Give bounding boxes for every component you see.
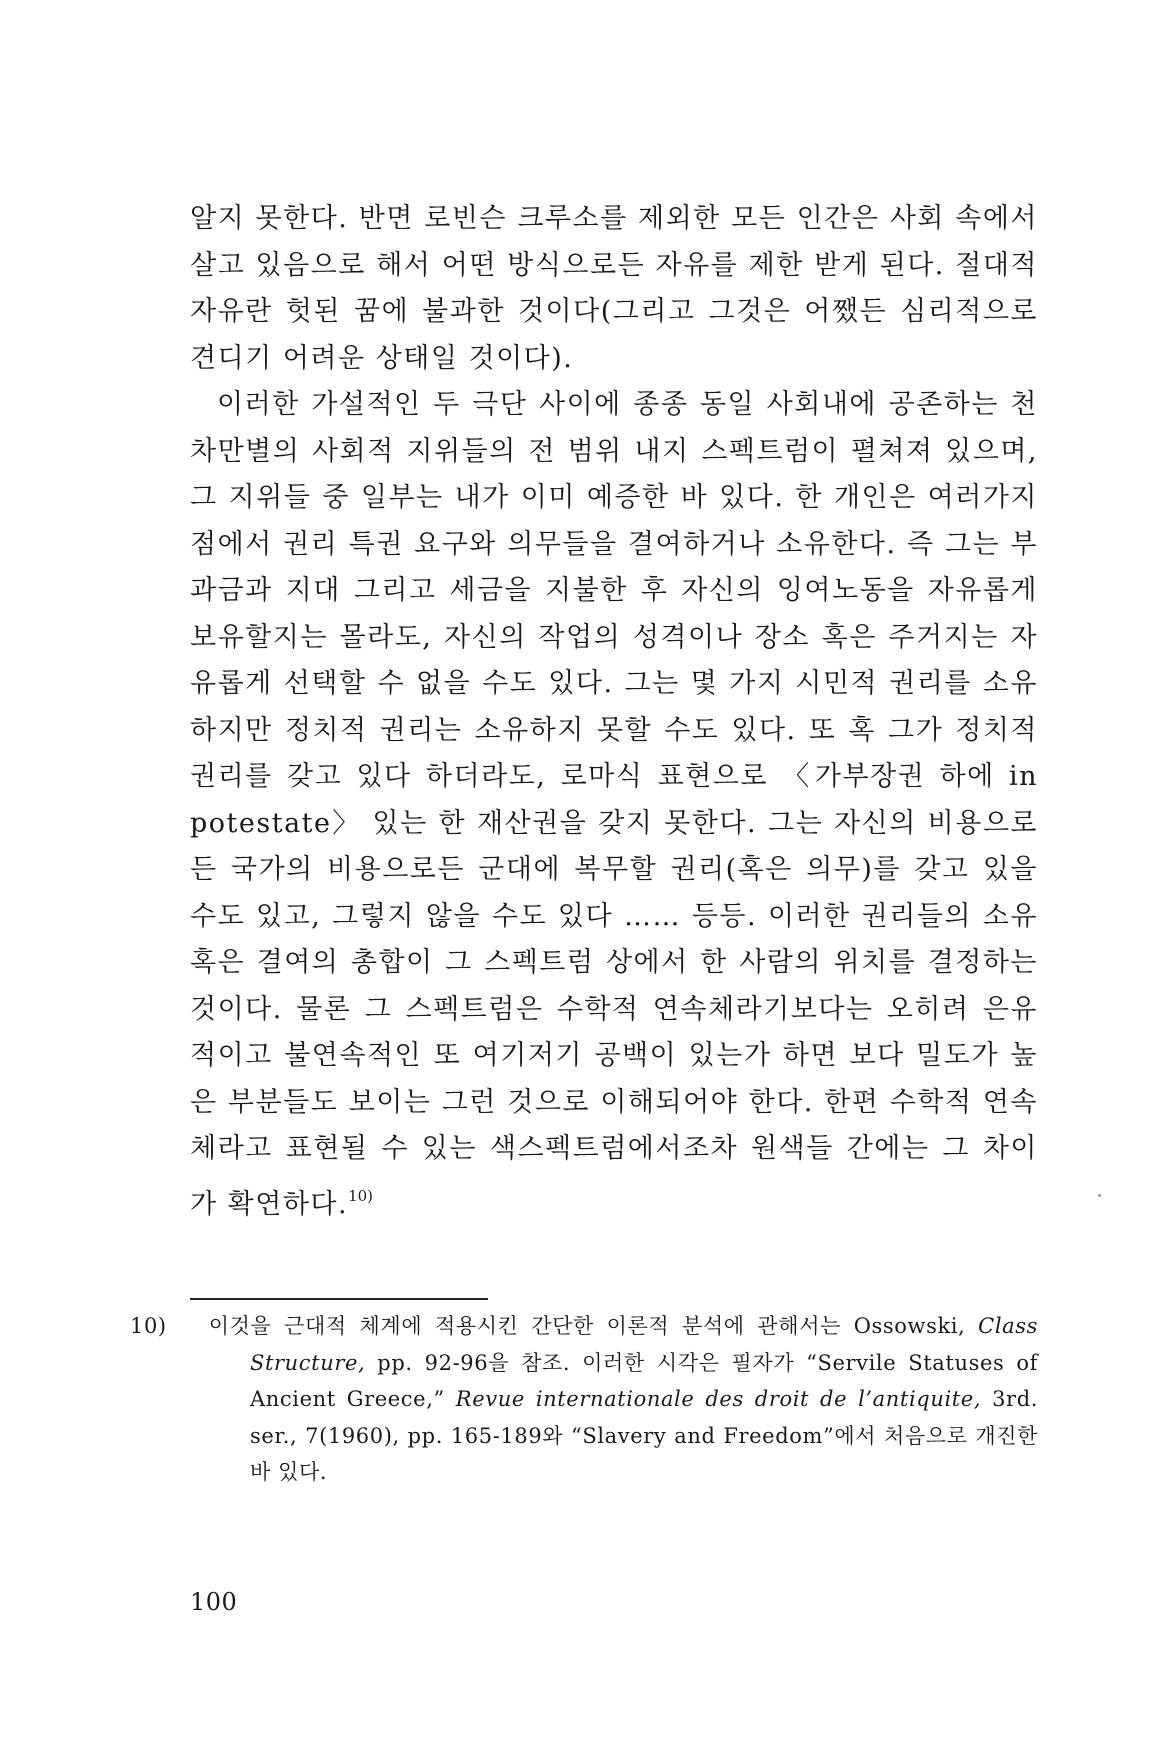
footnote-text-3: 3rd. ser., 7(1960), pp. 165-189와 “Slavery and Freedom”에서 처음으로 개진한 바 있다. [250,1387,1039,1484]
footnote-divider [190,1298,488,1300]
paragraph-continuation: 알지 못한다. 반면 로빈슨 크루소를 제외한 모든 인간은 사회 속에서 살고 있음으로 해서 어떤 방식으로든 자유를 제한 받게 된다. 절대적 자유란 헛된 꿈에 불과한 것이다(그리고 그것은 어쨌든 심리적으로 견디기 어려운 상태일 것이다). [190,203,1038,374]
footnote-title-2: Revue internationale des droit de l’antiquite, [455,1387,982,1411]
main-text [190,196,1038,1228]
footnote-text-1: 이것을 근대적 체계에 적용시킨 간단한 이론적 분석에 관해서는 Ossowski, [208,1314,966,1338]
footnote-reference: 10) [348,1186,374,1205]
footnote-title-1: Class Structure, [250,1314,1039,1375]
footnote [130,1308,1039,1491]
footnote-text-2: pp. 92-96을 참조. 이러한 시각은 필자가 “Servile Statuses of Ancient Greece,” [250,1350,1038,1411]
paragraph [190,382,1038,1228]
paragraph-text: 이러한 가설적인 두 극단 사이에 종종 동일 사회내에 공존하는 천차만별의 사회적 지위들의 전 범위 내지 스펙트럼이 펼쳐져 있으며, 그 지위들 중 일부는 내가 이미 예증한 바 있다. 한 개인은 여러가지 점에서 권리 특권 요구와 의무들을 결여하거나 소유한다. 즉 그는 부과금과 지대 그리고 세금을 지불한 후 자신의 잉여노동을 자유롭게 보유할지는 몰라도, 자신의 작업의 성격이나 장소 혹은 주거지는 자유롭게 선택할 수 없을 수도 있다. 그는 몇 가지 시민적 권리를 소유하지만 정치적 권리는 소유하지 못할 수도 있다. 또 혹 그가 정치적 권리를 갖고 있다 하더라도, 로마식 표현으로 〈가부장권 하에 in potestate〉 있는 한 재산권을 갖지 못한다. 그는 자신의 비용으로든 국가의 비용으로든 군대에 복무할 권리(혹은 의무)를 갖고 있을 수도 있고, 그렇지 않을 수도 있다 …… 등등. 이러한 권리들의 소유 혹은 결여의 총합이 그 스펙트럼 상에서 한 사람의 위치를 결정하는 것이다. 물론 그 스펙트럼은 수학적 연속체라기보다는 오히려 은유적이고 불연속적인 또 여기저기 공백이 있는가 하면 보다 밀도가 높은 부분들도 보이는 그런 것으로 이해되어야 한다. 한편 수학적 연속체라고 표현될 수 있는 색스펙트럼에서조차 원색들 간에는 그 차이가 확연하다. [190,389,1038,1220]
scan-speck [1098,1194,1101,1197]
footnote-body: 10) 이것을 근대적 체계에 적용시킨 간단한 이론적 분석에 관해서는 Ossowski, Class Structure, pp. 92-96을 참조. 이러한 시각은 필자가 “Servile Statuses of Ancient Greece,” Revue internationale des droit de l’antiquite, 3rd. ser., 7(1960), pp. 165-189와 “Slavery and Freedom”에서 처음으로 개진한 바 있다. [130,1314,1039,1484]
page-number: 100 [190,1588,238,1616]
